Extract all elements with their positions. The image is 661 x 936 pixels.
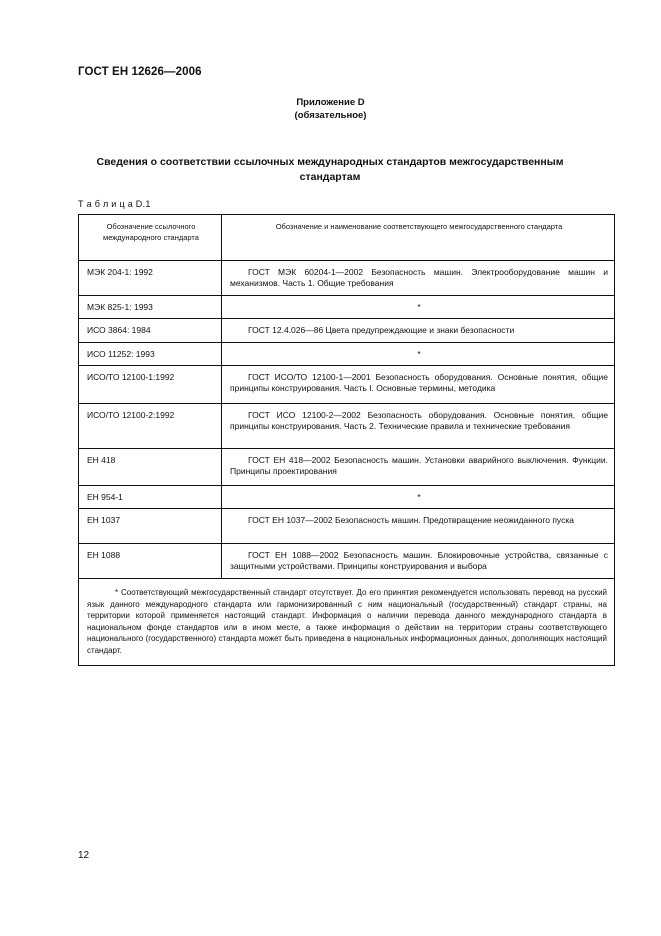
reference-cell: ИСО/ТО 12100-2:1992 [79, 404, 222, 449]
table-row [79, 261, 615, 296]
standard-cell: * [222, 343, 615, 366]
standard-cell: ГОСТ ЕН 418—2002 Безопасность машин. Установки аварийного выключения. Функции. Принципы проектирования [222, 449, 615, 486]
standard-cell: ГОСТ ИСО/ТО 12100-1—2001 Безопасность оборудования. Основные понятия, общие принципы конструирования. Часть I. Основные термины, методика [222, 366, 615, 404]
table-footnote: * Соответствующий межгосударственный стандарт отсутствует. До его принятия рекомендуется использовать перевод на русский язык данного международного стандарта или гармонизированный с ним национальный (государственный) стандарт страны, на территории которой применяется настоящий стандарт. Информация о наличии перевода данного международного стандарта в национальном фонде стандартов или в ином месте, а также информация о действии на территории страны соответствующего национального (государственного) стандарта может быть приведена в национальных информационных данных, дополняющих настоящий стандарт. [87, 588, 607, 655]
table-row [79, 296, 615, 319]
appendix-title: Приложение D [296, 97, 365, 108]
standard-cell: ГОСТ ИСО 12100-2—2002 Безопасность оборудования. Основные понятия, общие принципы конструирования. Часть 2. Технические правила и технические требования [222, 404, 615, 449]
table-row [79, 509, 615, 544]
standard-cell: * [222, 486, 615, 509]
reference-cell: ИСО 11252: 1993 [79, 343, 222, 366]
table-header-row [79, 215, 615, 261]
reference-cell: ЕН 1088 [79, 544, 222, 579]
standard-cell: ГОСТ ЕН 1088—2002 Безопасность машин. Блокировочные устройства, связанные с защитными устройствами. Принципы конструирования и выбора [222, 544, 615, 579]
section-heading: Сведения о соответствии ссылочных международных стандартов межгосударственным стандартам [96, 156, 564, 183]
header-cell-standard: Обозначение и наименование соответствующего межгосударственного стандарта [222, 215, 615, 261]
standard-cell: ГОСТ 12.4.026—86 Цвета предупреждающие и знаки безопасности [222, 319, 615, 343]
page-number: 12 [78, 850, 90, 861]
reference-cell: МЭК 204-1: 1992 [79, 261, 222, 296]
reference-cell: ИСО/ТО 12100-1:1992 [79, 366, 222, 404]
table-row [79, 449, 615, 486]
table-row [79, 404, 615, 449]
table-row [79, 319, 615, 343]
header-cell-reference: Обозначение ссылочного международного стандарта [79, 215, 222, 261]
reference-cell: ИСО 3864: 1984 [79, 319, 222, 343]
reference-cell: ЕН 418 [79, 449, 222, 486]
appendix-status: (обязательное) [294, 110, 367, 121]
standard-cell: ГОСТ МЭК 60204-1—2002 Безопасность машин. Электрооборудование машин и механизмов. Часть 1. Общие требования [222, 261, 615, 296]
reference-cell: ЕН 954-1 [79, 486, 222, 509]
table-row [79, 544, 615, 579]
footnote-cell [79, 579, 615, 666]
table-row [79, 343, 615, 366]
table-row [79, 486, 615, 509]
table-label: Т а б л и ц а D.1 [78, 199, 151, 209]
reference-cell: ЕН 1037 [79, 509, 222, 544]
appendix-heading [0, 96, 661, 122]
footnote-row [79, 579, 615, 666]
correspondence-table [78, 214, 615, 666]
standard-cell: * [222, 296, 615, 319]
standard-cell: ГОСТ ЕН 1037—2002 Безопасность машин. Предотвращение неожиданного пуска [222, 509, 615, 544]
table-row [79, 366, 615, 404]
document-id: ГОСТ ЕН 12626—2006 [78, 66, 202, 78]
reference-cell: МЭК 825-1: 1993 [79, 296, 222, 319]
